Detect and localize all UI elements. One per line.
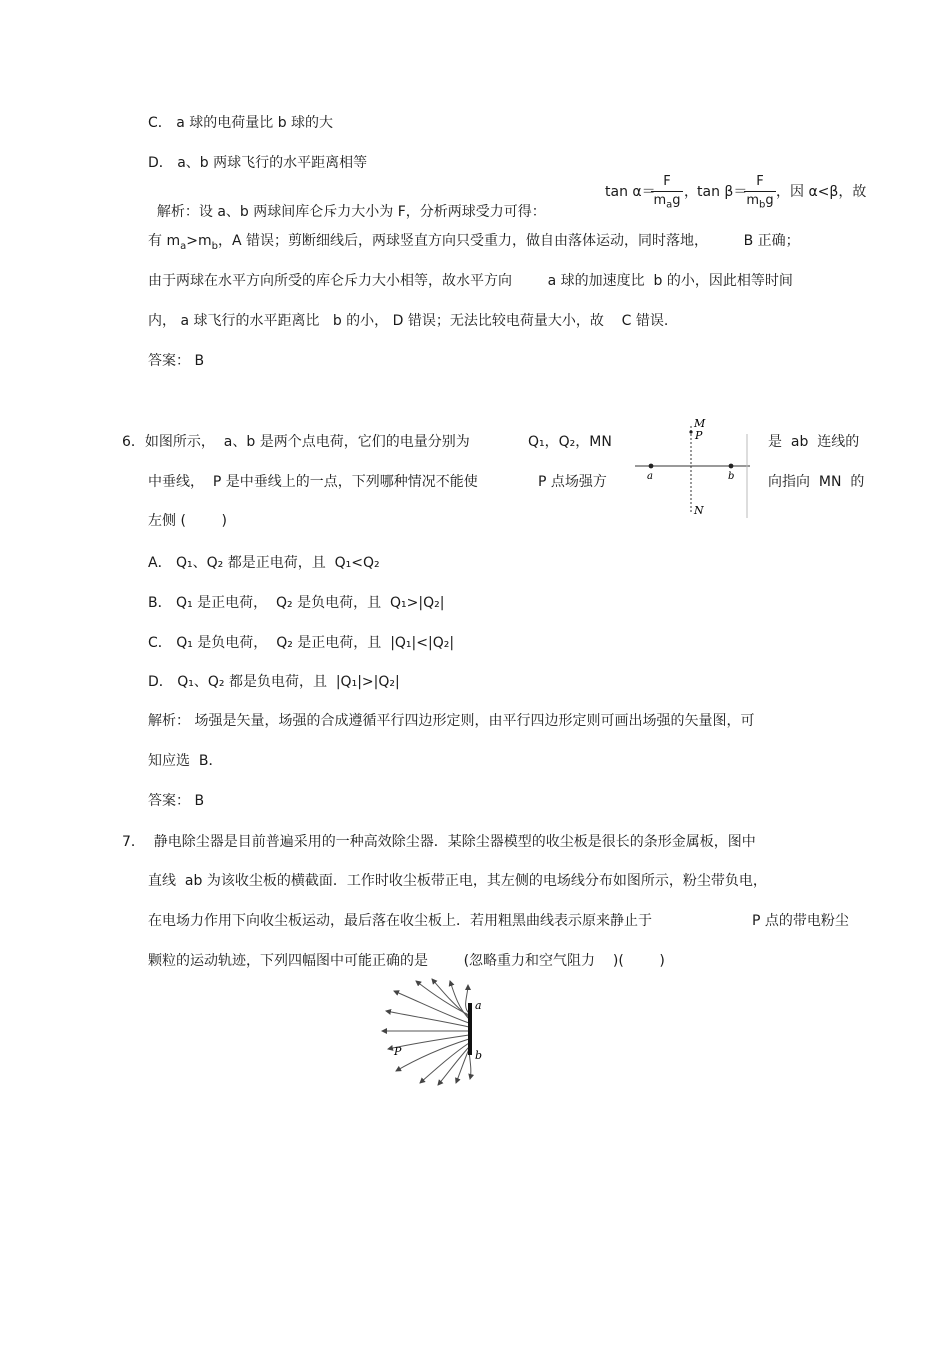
- q6-stem-line1c: 是 ab 连线的: [768, 434, 860, 450]
- q6-stem-line2c: 向指向 MN 的: [768, 474, 865, 490]
- charge-b: [729, 464, 734, 469]
- q6-option-a: A． Q₁、Q₂ 都是正电荷，且 Q₁<Q₂: [148, 555, 380, 571]
- q5-answer: 答案： B: [148, 353, 205, 369]
- q6-option-d: D． Q₁、Q₂ 都是负电荷，且 |Q₁|>|Q₂|: [148, 674, 400, 690]
- tan-beta-label: tan β＝: [697, 184, 748, 200]
- q6-stem-line2b: P 点场强方: [538, 474, 607, 490]
- fraction-alpha-denominator: $m_ag$: [653, 193, 681, 211]
- label-a: a: [647, 471, 653, 482]
- tan-alpha-label: tan α＝: [605, 184, 656, 200]
- q6-charge-diagram: [630, 412, 760, 520]
- label-p: P: [394, 1045, 402, 1058]
- q5-option-d: D． a、b 两球飞行的水平距离相等: [148, 155, 368, 171]
- field-lines: [382, 979, 471, 1085]
- label-n: N: [694, 504, 704, 517]
- q6-stem-line1a: 6．如图所示， a、b 是两个点电荷，它们的电量分别为: [122, 434, 470, 450]
- q6-analysis-line1: 解析： 场强是矢量，场强的合成遵循平行四边形定则，由平行四边形定则可画出场强的矢量图，可: [148, 713, 755, 729]
- q7-stem-line4: 颗粒的运动轨迹，下列四幅图中可能正确的是 (忽略重力和空气阻力 )( ): [148, 953, 665, 969]
- field-line: [386, 1011, 469, 1027]
- label-b: b: [475, 1049, 483, 1062]
- q6-analysis-line2: 知应选 B．: [148, 753, 223, 769]
- label-p: P: [695, 429, 703, 442]
- q7-field-line-diagram: [372, 975, 492, 1090]
- q7-stem-line2: 直线 ab 为该收尘板的横截面．工作时收尘板带正电，其左侧的电场线分布如图所示，粉尘带负电，: [148, 873, 767, 889]
- q6-stem-line1b: Q₁，Q₂，MN: [528, 434, 612, 450]
- q7-stem-line3b: P 点的带电粉尘: [752, 913, 849, 929]
- field-line: [469, 1051, 471, 1079]
- q5-analysis-conclusion: ，因 α<β，故: [776, 184, 867, 200]
- field-line: [396, 1039, 469, 1071]
- q5-analysis-line1: [148, 182, 546, 222]
- label-a: a: [475, 999, 482, 1012]
- point-p: [689, 430, 692, 433]
- label-m: M: [694, 417, 706, 430]
- fraction-alpha: [651, 174, 683, 214]
- q6-option-c: C． Q₁ 是负电荷， Q₂ 是正电荷，且 |Q₁|<|Q₂|: [148, 635, 455, 651]
- label-b: b: [728, 471, 735, 482]
- q5-analysis-line2: 有 $m_a>m_b$，A 错误；剪断细线后，两球竖直方向只受重力，做自由落体运动，同时落地， B 正确；: [148, 233, 800, 252]
- q6-stem-line3: 左侧 ( ): [148, 513, 227, 529]
- fraction-alpha-numerator: F: [663, 174, 671, 189]
- fraction-beta: [744, 174, 776, 214]
- q5-analysis-line3: 由于两球在水平方向所受的库仑斥力大小相等，故水平方向 a 球的加速度比 b 的小，因此相等时间: [148, 273, 793, 289]
- q6-stem-line2a: 中垂线， P 是中垂线上的一点，下列哪种情况不能使: [148, 474, 478, 490]
- q7-stem-line3a: 在电场力作用下向收尘板运动，最后落在收尘板上．若用粗黑曲线表示原来静止于: [148, 913, 652, 929]
- comma: ，: [684, 184, 698, 200]
- q5-analysis-line4: 内， a 球飞行的水平距离比 b 的小， D 错误；无法比较电荷量大小，故 C 错误.: [148, 313, 669, 329]
- fraction-beta-numerator: F: [756, 174, 764, 189]
- q6-answer: 答案： B: [148, 793, 205, 809]
- q5-analysis-intro: 解析：设 a、b 两球间库仑斥力大小为 F，分析两球受力可得：: [156, 204, 546, 220]
- fraction-beta-denominator: $m_bg$: [746, 193, 774, 211]
- q5-option-c: C． a 球的电荷量比 b 球的大: [148, 115, 334, 131]
- field-line: [438, 1047, 469, 1085]
- q6-option-b: B． Q₁ 是正电荷， Q₂ 是负电荷，且 Q₁>|Q₂|: [148, 595, 445, 611]
- charge-a: [649, 464, 654, 469]
- q7-stem-line1: 7． 静电除尘器是目前普遍采用的一种高效除尘器．某除尘器模型的收尘板是很长的条形金属板，图中: [122, 834, 756, 850]
